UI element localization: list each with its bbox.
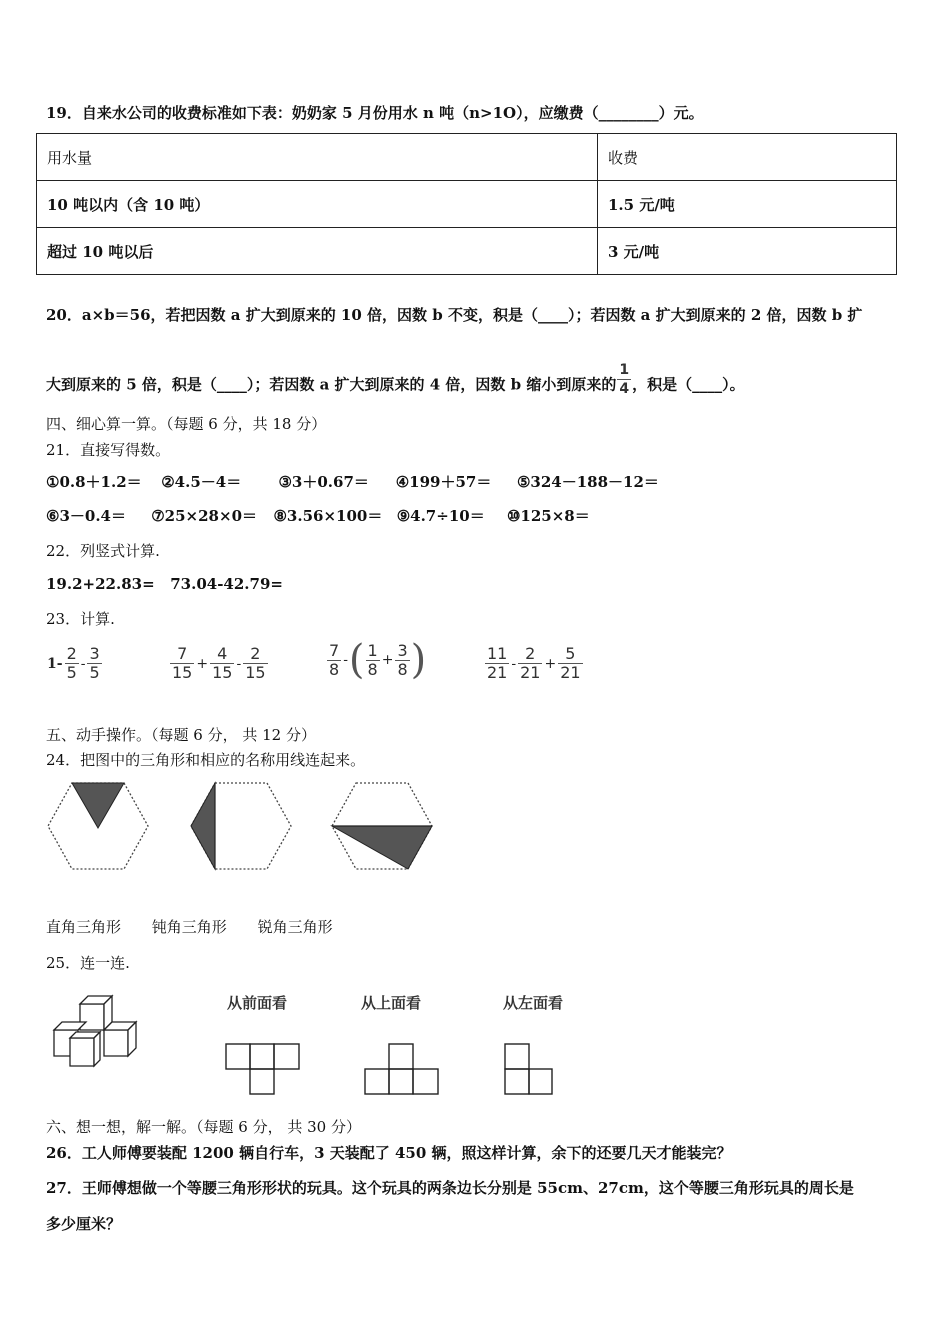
grid-squares	[365, 1044, 438, 1094]
shaded-triangle	[191, 783, 215, 869]
view-label-top: 从上面看	[361, 994, 422, 1012]
table-cell: 10 吨以内（含 10 吨）	[37, 181, 598, 228]
fraction-denominator: 21	[560, 663, 581, 682]
fraction-denominator: 4	[619, 381, 630, 397]
q21-item: ⑥3－0.4＝	[46, 507, 126, 525]
fraction-numerator: 5	[565, 644, 576, 663]
q20-line2	[46, 362, 745, 404]
right-parenthesis: )	[410, 637, 427, 683]
fraction-denominator: 15	[172, 663, 193, 682]
q24-names	[46, 917, 359, 937]
fraction-numerator: 1	[367, 640, 378, 660]
q21-item: ④199＋57＝	[395, 473, 492, 491]
fraction-numerator: 3	[89, 644, 100, 663]
lead-term: 1-	[47, 655, 63, 672]
table-row	[37, 181, 897, 228]
fraction-denominator: 21	[487, 663, 508, 682]
section6-title: 六、想一想，解一解。（每题 6 分， 共 30 分）	[46, 1118, 361, 1136]
operator: -	[511, 655, 517, 672]
q21-item: ⑤324－188－12＝	[516, 473, 659, 491]
operator: -	[80, 655, 86, 672]
table-header-fee: 收费	[598, 134, 897, 181]
fraction	[87, 645, 101, 682]
q22-items	[46, 574, 283, 594]
q21-item: ⑦25×28×0＝	[151, 507, 258, 525]
hexagon-figure-2	[189, 781, 293, 871]
triangle-name: 直角三角形	[46, 918, 122, 936]
fraction	[243, 645, 267, 682]
fraction	[210, 645, 234, 682]
q20-line2a: 大到原来的 5 倍，积是（____）；若因数 a 扩大到原来的 4 倍，因数 b 缩小到原来的	[46, 375, 617, 394]
fraction-denominator: 8	[397, 659, 408, 679]
fraction-one-quarter	[617, 361, 631, 398]
table-row	[37, 228, 897, 275]
fraction-numerator: 11	[487, 644, 508, 663]
shaded-triangle	[332, 826, 432, 869]
q21-item: ①0.8＋1.2＝	[46, 473, 142, 491]
operator: -	[343, 652, 348, 668]
fraction	[485, 645, 509, 682]
fraction-denominator: 15	[245, 663, 266, 682]
table-row	[37, 134, 897, 181]
table-cell: 超过 10 吨以后	[37, 228, 598, 275]
fraction-denominator: 15	[212, 663, 233, 682]
fraction-numerator: 1	[619, 362, 630, 378]
operator: -	[236, 655, 242, 672]
operator: +	[381, 652, 394, 668]
q23-expression-1	[46, 645, 103, 682]
q23-title: 23．计算.	[46, 610, 115, 628]
q19-text: 19．自来水公司的收费标准如下表：奶奶家 5 月份用水 n 吨（n>1O），应缴费（________）元。	[46, 104, 704, 122]
view-label-front: 从前面看	[227, 994, 288, 1012]
section5-title: 五、动手操作。（每题 6 分， 共 12 分）	[46, 726, 316, 744]
q26-text: 26．工人师傅要装配 1200 辆自行车，3 天装配了 450 辆，照这样计算，余下的还要几天才能装完？	[46, 1144, 732, 1162]
fraction-numerator: 2	[66, 644, 77, 663]
q23-expression-3	[326, 637, 427, 683]
fraction-denominator: 8	[367, 659, 378, 679]
fraction	[65, 645, 79, 682]
q21-item: ⑩125×8＝	[506, 507, 590, 525]
view-figure-top	[364, 1043, 440, 1095]
fraction	[366, 642, 380, 679]
q23-expression-4	[484, 645, 584, 682]
table-cell: 1.5 元/吨	[598, 181, 897, 228]
triangle-name: 锐角三角形	[257, 918, 333, 936]
q20-line1: 20．a×b＝56，若把因数 a 扩大到原来的 10 倍，因数 b 不变，积是（____）；若因数 a 扩大到原来的 2 倍，因数 b 扩	[46, 306, 863, 324]
q23-expression-2	[169, 645, 269, 682]
shaded-triangle	[72, 783, 124, 828]
fraction-numerator: 7	[329, 640, 340, 660]
q21-item: ②4.5－4＝	[161, 473, 242, 491]
q21-item: ⑨4.7÷10＝	[396, 507, 485, 525]
q27-line2: 多少厘米？	[46, 1215, 122, 1233]
fraction-numerator: 7	[177, 644, 188, 663]
fraction-denominator: 5	[66, 663, 77, 682]
q21-item: ③3＋0.67＝	[278, 473, 369, 491]
fraction-numerator: 4	[217, 644, 228, 663]
fraction-numerator: 2	[250, 644, 261, 663]
table-header-usage: 用水量	[37, 134, 598, 181]
q22-title: 22．列竖式计算.	[46, 542, 160, 560]
fraction	[327, 642, 341, 679]
q25-title: 25．连一连.	[46, 954, 130, 972]
fee-table	[36, 133, 897, 275]
fraction	[395, 642, 409, 679]
hexagon-figure-3	[330, 781, 434, 871]
q22-item: 19.2+22.83=	[46, 575, 155, 593]
grid-squares	[226, 1044, 299, 1094]
hexagon-figure-1	[46, 781, 150, 871]
fraction-denominator: 8	[329, 659, 340, 679]
section4-title: 四、细心算一算。（每题 6 分，共 18 分）	[46, 415, 327, 433]
fraction	[170, 645, 194, 682]
q21-row2	[46, 506, 590, 526]
operator: +	[544, 655, 557, 672]
q20-line2b: ，积是（____）。	[632, 375, 745, 394]
fraction-numerator: 2	[525, 644, 536, 663]
q21-title: 21．直接写得数。	[46, 441, 171, 459]
fraction-denominator: 21	[520, 663, 541, 682]
view-label-left: 从左面看	[503, 994, 564, 1012]
view-figure-front	[225, 1043, 301, 1095]
fraction-denominator: 5	[89, 663, 100, 682]
grid-squares	[505, 1044, 552, 1094]
cube-stack	[54, 996, 136, 1066]
q21-item: ⑧3.56×100＝	[273, 507, 383, 525]
left-parenthesis: (	[348, 637, 365, 683]
triangle-name: 钝角三角形	[151, 918, 227, 936]
q24-title: 24．把图中的三角形和相应的名称用线连起来。	[46, 751, 366, 769]
fraction-numerator: 3	[397, 640, 408, 660]
q22-item: 73.04-42.79=	[170, 575, 283, 593]
view-figure-left	[504, 1043, 554, 1095]
cube-stack-figure	[50, 992, 160, 1070]
fraction	[518, 645, 542, 682]
table-cell: 3 元/吨	[598, 228, 897, 275]
q27-line1: 27．王师傅想做一个等腰三角形形状的玩具。这个玩具的两条边长分别是 55cm、27cm，这个等腰三角形玩具的周长是	[46, 1179, 854, 1197]
fraction	[558, 645, 582, 682]
operator: +	[196, 655, 209, 672]
q21-row1	[46, 472, 659, 492]
